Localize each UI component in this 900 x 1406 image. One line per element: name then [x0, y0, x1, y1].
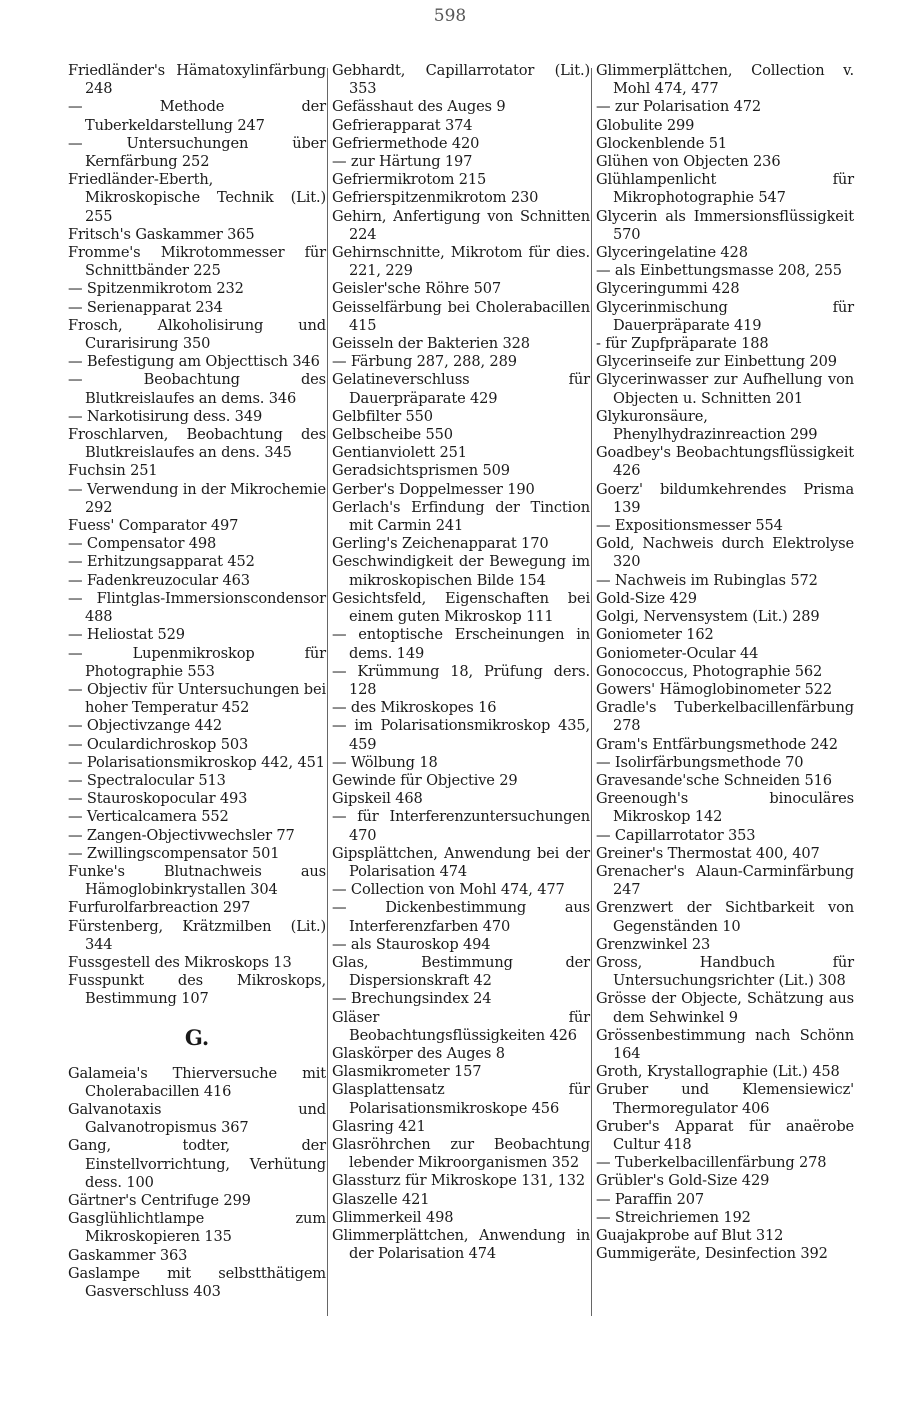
index-entry: Funke's Blutnachweis aus Hämoglobinkrystallen 304 — [68, 862, 326, 899]
index-entry: Fusspunkt des Mikroskops, Bestimmung 107 — [68, 972, 326, 1008]
index-entry: Gipsplättchen, Anwendung bei der Polarisation 474 — [332, 844, 590, 880]
index-entry: — des Mikroskopes 16 — [332, 699, 497, 717]
index-entry: — zur Härtung 197 — [332, 153, 473, 171]
index-entry: Glyceringummi 428 — [596, 280, 740, 298]
index-entry: Fürstenberg, Krätzmilben (Lit.) 344 — [68, 917, 326, 953]
index-entry: Gebhardt, Capillarrotator (Lit.) 353 — [332, 62, 590, 98]
index-entry: Gelbscheibe 550 — [332, 426, 453, 444]
index-entry: — Objectiv für Untersuchungen bei hoher Temperatur 452 — [68, 680, 326, 717]
section-letter-g: G. — [184, 1024, 210, 1050]
index-entry: Gerling's Zeichenapparat 170 — [332, 535, 549, 553]
index-entry: Gang, todter, der Einstellvorrichtung, Verhütung dess. 100 — [68, 1137, 326, 1191]
index-entry: Gehirnschnitte, Mikrotom für dies. 221, 229 — [332, 244, 590, 280]
index-entry: — Lupenmikroskop für Photographie 553 — [68, 644, 326, 680]
index-entry: — Spectralocular 513 — [68, 771, 226, 789]
index-column-3 — [596, 62, 854, 1263]
index-entry: — Heliostat 529 — [68, 626, 185, 644]
index-entry: — Streichriemen 192 — [596, 1208, 751, 1226]
index-entry: Gruber's Apparat für anaërobe Cultur 418 — [596, 1117, 854, 1153]
index-entry: Glasmikrometer 157 — [332, 1063, 482, 1081]
index-entry: — Isolirfärbungsmethode 70 — [596, 753, 804, 771]
index-entry: Glimmerkeil 498 — [332, 1208, 454, 1226]
index-entry: Gefässhaut des Auges 9 — [332, 98, 506, 116]
index-entry: — Stauroskopocular 493 — [68, 790, 248, 808]
index-entry: — Zangen-Objectivwechsler 77 — [68, 826, 295, 844]
index-entry: Gelatineverschluss für Dauerpräparate 429 — [332, 371, 590, 407]
index-columns — [68, 62, 852, 1322]
index-entry: Groth, Krystallographie (Lit.) 458 — [596, 1063, 840, 1081]
index-entry: — Objectivzange 442 — [68, 717, 223, 735]
index-entry: - für Zupfpräparate 188 — [596, 335, 769, 353]
index-entry: Gerber's Doppelmesser 190 — [332, 480, 535, 498]
index-entry: Greiner's Thermostat 400, 407 — [596, 844, 820, 862]
index-entry: — Färbung 287, 288, 289 — [332, 353, 517, 371]
index-entry: Gefriermikrotom 215 — [332, 171, 487, 189]
index-entry: — Collection von Mohl 474, 477 — [332, 881, 565, 899]
index-entry: — Wölbung 18 — [332, 753, 438, 771]
index-entry: Fuchsin 251 — [68, 462, 158, 480]
index-entry: — Verwendung in der Mikrochemie 292 — [68, 480, 326, 516]
index-entry: Friedländer's Hämatoxylinfärbung 248 — [68, 62, 326, 98]
index-entry: Gummigeräte, Desinfection 392 — [596, 1245, 828, 1263]
index-entry: — als Einbettungsmasse 208, 255 — [596, 262, 842, 280]
index-entry: Glycerin als Immersionsflüssigkeit 570 — [596, 207, 854, 243]
index-entry: Glockenblende 51 — [596, 134, 727, 152]
index-entry: — Beobachtung des Blutkreislaufes an dems. 346 — [68, 371, 326, 407]
index-entry: — Verticalcamera 552 — [68, 808, 229, 826]
index-entry: — Flintglas-Immersionscondensor 488 — [68, 589, 326, 626]
index-entry: Fussgestell des Mikroskops 13 — [68, 953, 292, 971]
index-entry: Fuess' Comparator 497 — [68, 517, 239, 535]
index-entry: Glühen von Objecten 236 — [596, 153, 781, 171]
index-entry: — Fadenkreuzocular 463 — [68, 571, 250, 589]
index-entry: Gold-Size 429 — [596, 589, 697, 607]
index-entry: Grenzwert der Sichtbarkeit von Gegenständen 10 — [596, 899, 854, 935]
index-entry: — Expositionsmesser 554 — [596, 517, 783, 535]
index-entry: Geisseln der Bakterien 328 — [332, 335, 530, 353]
index-entry: Glycerinmischung für Dauerpräparate 419 — [596, 298, 854, 334]
index-entry: — Erhitzungsapparat 452 — [68, 553, 255, 571]
index-entry: Goerz' bildumkehrendes Prisma 139 — [596, 480, 854, 516]
index-entry: — Compensator 498 — [68, 535, 217, 553]
index-entry: — Methode der Tuberkeldarstellung 247 — [68, 98, 326, 134]
index-entry: Goadbey's Beobachtungsflüssigkeit 426 — [596, 444, 854, 480]
index-entry: — Brechungsindex 24 — [332, 990, 492, 1008]
index-entry: Guajakprobe auf Blut 312 — [596, 1227, 784, 1244]
index-entry: Glaskörper des Auges 8 — [332, 1044, 505, 1062]
index-entry: Gruber und Klemensiewicz' Thermoregulator 406 — [596, 1081, 854, 1117]
index-entry: Gewinde für Objective 29 — [332, 771, 518, 789]
index-entry: — Nachweis im Rubinglas 572 — [596, 571, 818, 589]
index-entry: — Krümmung 18, Prüfung ders. 128 — [332, 662, 590, 698]
index-entry: Gaslampe mit selbstthätigem Gasverschluss 403 — [68, 1264, 326, 1300]
page-number: 598 — [433, 6, 467, 26]
index-entry: Galameia's Thierversuche mit Cholerabacillen 416 — [68, 1064, 326, 1100]
index-entry: Fromme's Mikrotommesser für Schnittbänder 225 — [68, 244, 326, 280]
index-entry: Glühlampenlicht für Mikrophotographie 547 — [596, 171, 854, 207]
index-entry: Goniometer-Ocular 44 — [596, 644, 759, 662]
index-entry: — als Stauroskop 494 — [332, 935, 491, 953]
index-entry: — Serienapparat 234 — [68, 298, 223, 316]
index-entry: Gaskammer 363 — [68, 1246, 188, 1264]
index-entry: Goniometer 162 — [596, 626, 714, 644]
index-entry: Gasglühlichtlampe zum Mikroskopieren 135 — [68, 1210, 326, 1246]
index-entry: — Capillarrotator 353 — [596, 826, 756, 844]
index-entry: Gehirn, Anfertigung von Schnitten 224 — [332, 207, 590, 243]
index-entry: Geradsichtsprismen 509 — [332, 462, 510, 480]
index-entry: Grenacher's Alaun-Carminfärbung 247 — [596, 862, 854, 899]
index-entry: — entoptische Erscheinungen in dems. 149 — [332, 626, 590, 662]
index-entry: Glassturz für Mikroskope 131, 132 — [332, 1172, 585, 1190]
index-entry: Furfurolfarbreaction 297 — [68, 899, 251, 917]
column-divider — [327, 68, 328, 1316]
index-entry: Geisselfärbung bei Cholerabacillen 415 — [332, 298, 590, 334]
index-column-2 — [332, 62, 590, 1263]
index-entry: Gravesande'sche Schneiden 516 — [596, 771, 832, 789]
index-entry: — Dickenbestimmung aus Interferenzfarben 470 — [332, 899, 590, 935]
index-entry: Gefrierspitzenmikrotom 230 — [332, 189, 539, 207]
index-entry: Froschlarven, Beobachtung des Blutkreislaufes an dens. 345 — [68, 426, 326, 462]
index-entry: Glaszelle 421 — [332, 1190, 430, 1208]
column-divider — [591, 68, 592, 1316]
index-entry: Globulite 299 — [596, 116, 695, 134]
index-entry: Gefriermethode 420 — [332, 134, 480, 152]
index-entry: Gradle's Tuberkelbacillenfärbung 278 — [596, 699, 854, 735]
index-entry: Gläser für Beobachtungsflüssigkeiten 426 — [332, 1008, 590, 1044]
index-entry: — Spitzenmikrotom 232 — [68, 280, 244, 298]
index-entry: Greenough's binoculäres Mikroskop 142 — [596, 790, 854, 826]
index-entry: Grübler's Gold-Size 429 — [596, 1172, 770, 1190]
index-entry: — Oculardichroskop 503 — [68, 735, 249, 753]
index-entry: Golgi, Nervensystem (Lit.) 289 — [596, 608, 820, 626]
index-entry: Gefrierapparat 374 — [332, 116, 473, 134]
index-entry: Gelbfilter 550 — [332, 407, 433, 425]
index-entry: Gerlach's Erfindung der Tinction mit Carmin 241 — [332, 498, 590, 535]
index-entry: Glycerinseife zur Einbettung 209 — [596, 353, 837, 371]
index-entry: — im Polarisationsmikroskop 435, 459 — [332, 717, 590, 753]
index-entry: Glas, Bestimmung der Dispersionskraft 42 — [332, 953, 590, 990]
index-entry: Glyceringelatine 428 — [596, 244, 748, 262]
index-entry: — Tuberkelbacillenfärbung 278 — [596, 1154, 827, 1172]
index-entry: — Befestigung am Objecttisch 346 — [68, 353, 320, 371]
index-entry: — Narkotisirung dess. 349 — [68, 407, 263, 425]
index-entry: Glimmerplättchen, Collection v. Mohl 474, 477 — [596, 62, 854, 98]
index-entry: Glasplattensatz für Polarisationsmikroskope 456 — [332, 1081, 590, 1117]
index-entry: Gentianviolett 251 — [332, 444, 467, 462]
index-entry: Gesichtsfeld, Eigenschaften bei einem guten Mikroskop 111 — [332, 589, 590, 626]
index-entry: — Untersuchungen über Kernfärbung 252 — [68, 134, 326, 171]
index-entry: Geschwindigkeit der Bewegung im mikroskopischen Bilde 154 — [332, 553, 590, 589]
index-entry: Friedländer-Eberth, Mikroskopische Technik (Lit.) 255 — [68, 171, 326, 225]
index-entry: — zur Polarisation 472 — [596, 98, 762, 116]
index-entry: Gowers' Hämoglobinometer 522 — [596, 680, 832, 698]
index-entry: Grössenbestimmung nach Schönn 164 — [596, 1026, 854, 1062]
index-entry: Grenzwinkel 23 — [596, 935, 711, 953]
index-column-1 — [68, 62, 326, 1301]
index-entry: Gärtner's Centrifuge 299 — [68, 1191, 251, 1209]
index-entry: Glasröhrchen zur Beobachtung lebender Mikroorganismen 352 — [332, 1135, 590, 1172]
index-entry: — Polarisationsmikroskop 442, 451 — [68, 753, 325, 771]
index-entry: Frosch, Alkoholisirung und Curarisirung 350 — [68, 316, 326, 353]
index-entry: Glasring 421 — [332, 1117, 426, 1135]
index-entry: — für Interferenzuntersuchungen 470 — [332, 808, 590, 844]
index-entry: Fritsch's Gaskammer 365 — [68, 225, 255, 243]
index-entry: Glimmerplättchen, Anwendung in der Polarisation 474 — [332, 1227, 590, 1263]
index-entry: Gram's Entfärbungsmethode 242 — [596, 735, 838, 753]
index-entry: — Paraffin 207 — [596, 1190, 705, 1208]
index-entry: Galvanotaxis und Galvanotropismus 367 — [68, 1100, 326, 1137]
index-entry: Gonococcus, Photographie 562 — [596, 662, 823, 680]
index-entry: Glykuronsäure, Phenylhydrazinreaction 299 — [596, 407, 818, 444]
index-entry: Gipskeil 468 — [332, 790, 423, 808]
index-entry: Glycerinwasser zur Aufhellung von Objecten u. Schnitten 201 — [596, 371, 854, 407]
index-entry: Gross, Handbuch für Untersuchungsrichter (Lit.) 308 — [596, 953, 854, 990]
index-entry: Geisler'sche Röhre 507 — [332, 280, 502, 298]
index-entry: Grösse der Objecte, Schätzung aus dem Sehwinkel 9 — [596, 990, 854, 1026]
index-entry: Gold, Nachweis durch Elektrolyse 320 — [596, 535, 854, 571]
index-entry: — Zwillingscompensator 501 — [68, 844, 280, 862]
